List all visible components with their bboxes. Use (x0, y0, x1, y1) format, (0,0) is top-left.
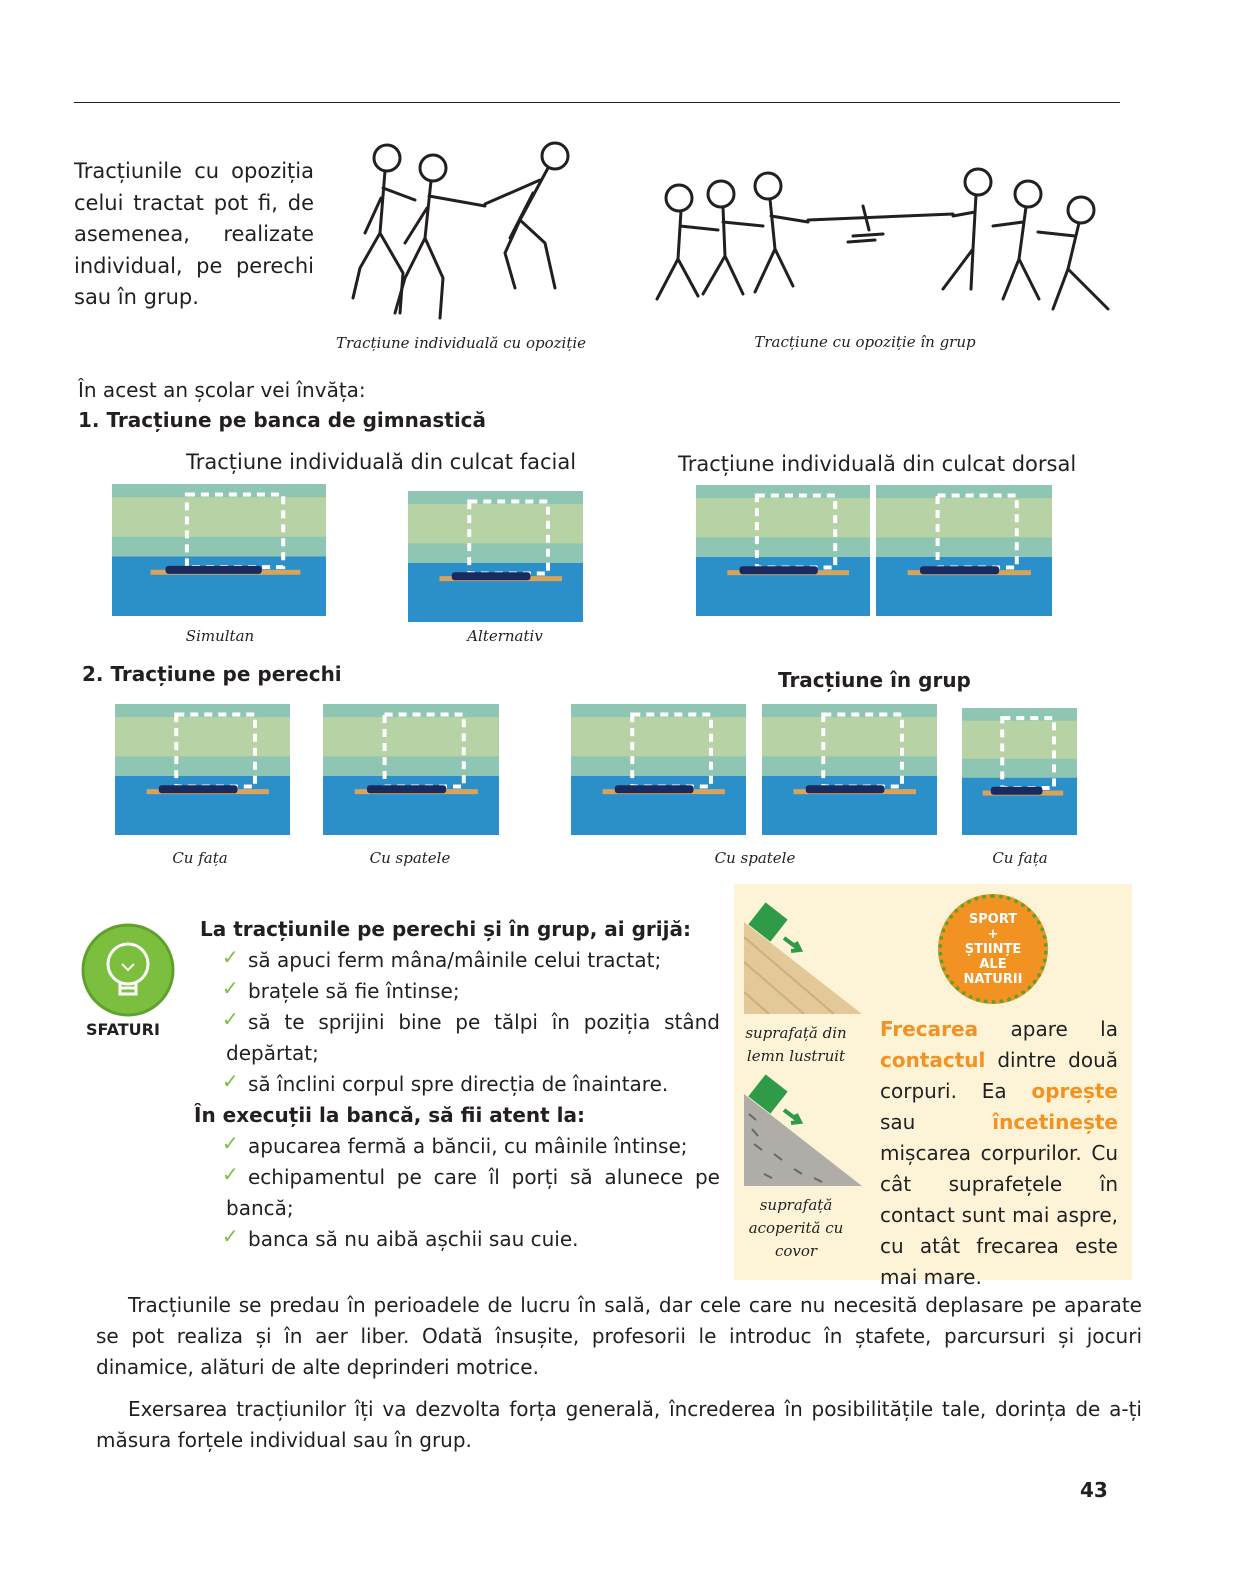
tips-block (194, 914, 720, 1255)
photo-pair-back (323, 704, 499, 835)
tips-item: ✓ să înclini corpul spre direcția de înaintare. (200, 1069, 720, 1100)
section2-title: 2. Tracțiune pe perechi (82, 662, 342, 686)
stick-figure-individual-illustration (345, 138, 590, 323)
photo-group-back-1 (571, 704, 746, 835)
photo-dorsal-1 (696, 485, 870, 616)
header-rule (74, 102, 1120, 103)
gym-photo-drawing (876, 485, 1052, 616)
check-icon: ✓ (222, 1224, 239, 1248)
wood-surface-illustration (744, 902, 862, 1014)
photo-facial-simultan (112, 484, 326, 616)
section1-title: 1. Tracțiune pe banca de gimnastică (78, 408, 487, 432)
check-icon: ✓ (222, 1069, 239, 1093)
group-title: Tracțiune în grup (778, 668, 971, 692)
check-icon: ✓ (222, 1007, 239, 1031)
gym-photo-drawing (571, 704, 746, 835)
dorsal-subtitle: Tracțiune individuală din culcat dorsal (678, 452, 1077, 476)
bottom-paragraph-2: Exersarea tracțiunilor îți va dezvolta forța generală, încrederea în posibilitățile tale, dorința de a-ți măsura forțele individual sau în grup. (96, 1397, 1142, 1452)
individual-figure-caption: Tracțiune individuală cu opoziție (335, 334, 587, 352)
tips-item: ✓ echipamentul pe care îl porți să alunece pe bancă; (200, 1162, 720, 1224)
caption-pair-face: Cu fața (172, 849, 228, 867)
caption-alternativ: Alternativ (467, 627, 543, 645)
gym-photo-drawing (112, 484, 326, 616)
check-icon: ✓ (222, 945, 239, 969)
check-icon: ✓ (222, 976, 239, 1000)
photo-group-back-2 (762, 704, 937, 835)
bottom-paragraph-1: Tracțiunile se predau în perioadele de lucru în sală, dar cele care nu necesită deplasare pe aparate se pot realiza și în aer liber. Odată însușite, profesorii le introduc în ștafete, parcursuri și jocuri dinamice, alături de alte deprinderi motrice. (96, 1293, 1142, 1379)
caption-group-back: Cu spatele (714, 849, 796, 867)
stick-figure-group-illustration (643, 164, 1118, 314)
check-icon: ✓ (222, 1162, 239, 1186)
gym-photo-drawing (762, 704, 937, 835)
caption-group-face: Cu fața (992, 849, 1048, 867)
check-icon: ✓ (222, 1131, 239, 1155)
tips-item: ✓ să apuci ferm mâna/mâinile celui tractat; (200, 945, 720, 976)
intro-paragraph: Tracțiunile cu opoziția celui tractat pot fi, de asemenea, realizate individual, pe perechi sau în grup. (74, 159, 314, 309)
tips-title-1: La tracțiunile pe perechi și în grup, ai grijă: (200, 917, 691, 941)
gym-photo-drawing (323, 704, 499, 835)
lightbulb-icon (80, 922, 176, 1018)
caption-wood: suprafață din lemn lustruit (745, 1024, 847, 1065)
tips-title-2: În execuții la bancă, să fii atent la: (194, 1103, 586, 1127)
photo-group-face (962, 708, 1077, 835)
caption-pair-back: Cu spatele (369, 849, 451, 867)
group-figure-caption: Tracțiune cu opoziție în grup (754, 333, 976, 351)
learn-intro: În acest an școlar vei învăța: (78, 378, 366, 402)
science-text: Frecarea apare la contactul dintre două corpuri. Ea oprește sau încetinește mișcarea corpurilor. Cu cât suprafețele în contact sunt mai aspre, cu atât frecarea este mai mare. (880, 1017, 1118, 1289)
tips-item: ✓ să te sprijini bine pe tălpi în poziția stând depărtat; (200, 1007, 720, 1069)
gym-photo-drawing (408, 491, 583, 622)
photo-dorsal-2 (876, 485, 1052, 616)
facial-subtitle: Tracțiune individuală din culcat facial (186, 450, 577, 474)
page-number: 43 (1080, 1478, 1108, 1502)
caption-carpet: suprafață acoperită cu covor (748, 1196, 844, 1260)
tips-item: ✓ banca să nu aibă așchii sau cuie. (200, 1224, 720, 1255)
caption-simultan: Simultan (185, 627, 255, 645)
gym-photo-drawing (115, 704, 290, 835)
gym-photo-drawing (696, 485, 870, 616)
tips-item: ✓ apucarea fermă a băncii, cu mâinile întinse; (200, 1131, 720, 1162)
gym-photo-drawing (962, 708, 1077, 835)
tips-item: ✓ brațele să fie întinse; (200, 976, 720, 1007)
photo-facial-alternativ (408, 491, 583, 622)
carpet-surface-illustration (744, 1074, 862, 1186)
tips-badge-label: SFATURI (86, 1020, 160, 1039)
science-badge: SPORT + ȘTIINȚE ALE NATURII (938, 894, 1048, 1004)
photo-pair-face (115, 704, 290, 835)
